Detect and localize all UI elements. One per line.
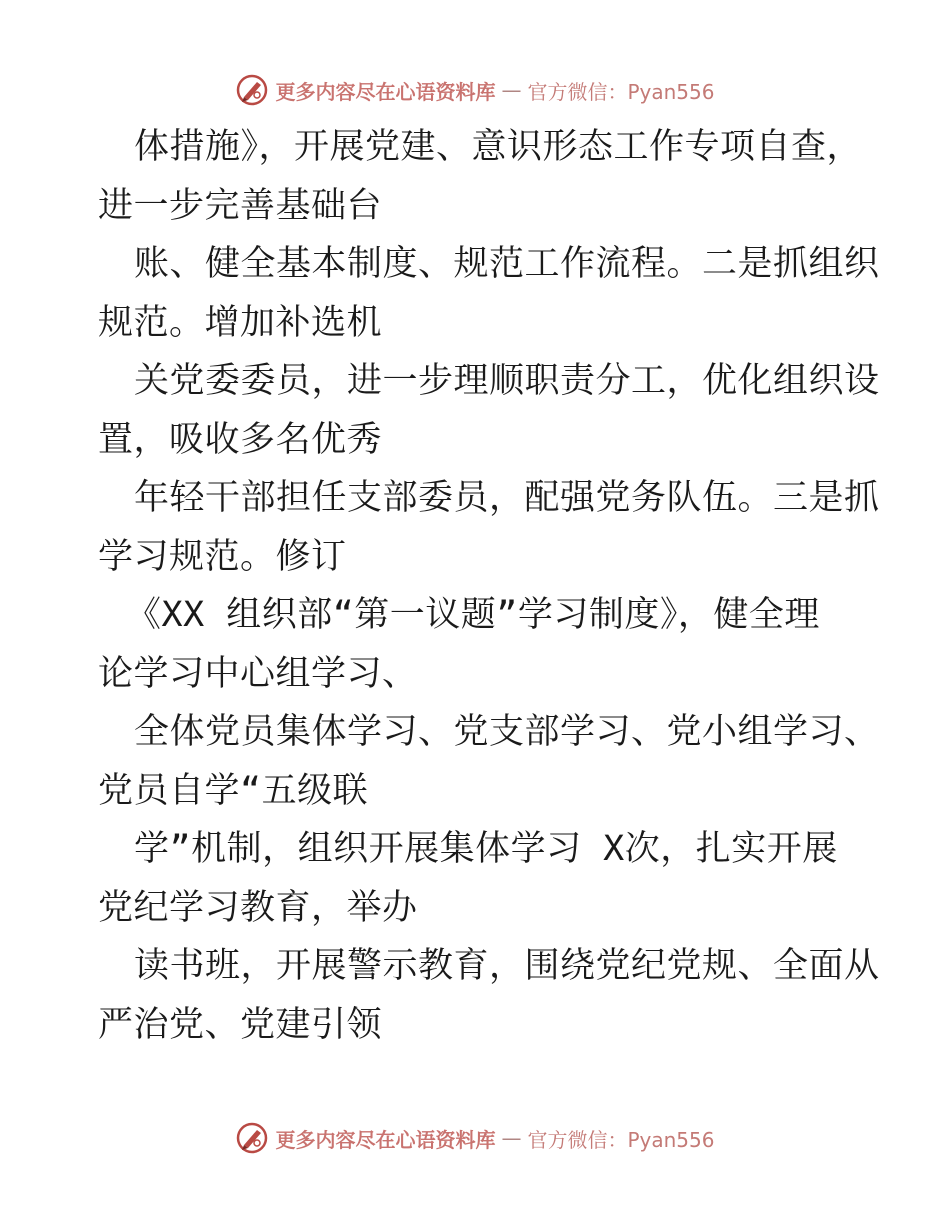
body-line: 年轻干部担任支部委员，配强党务队伍。三是抓 xyxy=(134,478,880,518)
pen-seal-logo-icon xyxy=(235,1121,269,1155)
body-line: 进一步完善基础台 xyxy=(98,185,383,226)
body-line: 学”机制，组织开展集体学习 X次，扎实开展 xyxy=(134,829,838,869)
wechat-text: 官方微信：Pyan556 xyxy=(527,1127,715,1152)
brand-text: 更多内容尽在心语资料库 xyxy=(275,1127,496,1152)
body-line: 账、健全基本制度、规范工作流程。二是抓组织 xyxy=(134,244,880,284)
body-line: 规范。增加补选机 xyxy=(98,302,383,343)
body-line: 全体党员集体学习、党支部学习、党小组学习、 xyxy=(134,712,880,752)
document-body xyxy=(98,118,880,1054)
separator: — xyxy=(501,1126,522,1150)
body-line: 严治党、党建引领 xyxy=(98,1004,383,1045)
separator: — xyxy=(501,78,522,102)
body-line: 关党委委员，进一步理顺职责分工，优化组织设 xyxy=(134,361,880,401)
body-line: 置，吸收多名优秀 xyxy=(98,419,383,460)
body-line: 读书班，开展警示教育，围绕党纪党规、全面从 xyxy=(134,946,880,986)
header-watermark-banner xyxy=(0,70,950,110)
pen-seal-logo-icon xyxy=(235,73,269,107)
footer-watermark-banner xyxy=(0,1118,950,1158)
body-line: 党员自学“五级联 xyxy=(98,770,369,811)
body-line: 党纪学习教育，举办 xyxy=(98,887,418,928)
body-line: 体措施》，开展党建、意识形态工作专项自查， xyxy=(134,127,863,167)
body-line: 《XX 组织部“第一议题”学习制度》，健全理 xyxy=(126,595,820,635)
wechat-text: 官方微信：Pyan556 xyxy=(527,79,715,104)
brand-text: 更多内容尽在心语资料库 xyxy=(275,79,496,104)
body-line: 论学习中心组学习、 xyxy=(98,653,418,694)
body-line: 学习规范。修订 xyxy=(98,536,347,577)
